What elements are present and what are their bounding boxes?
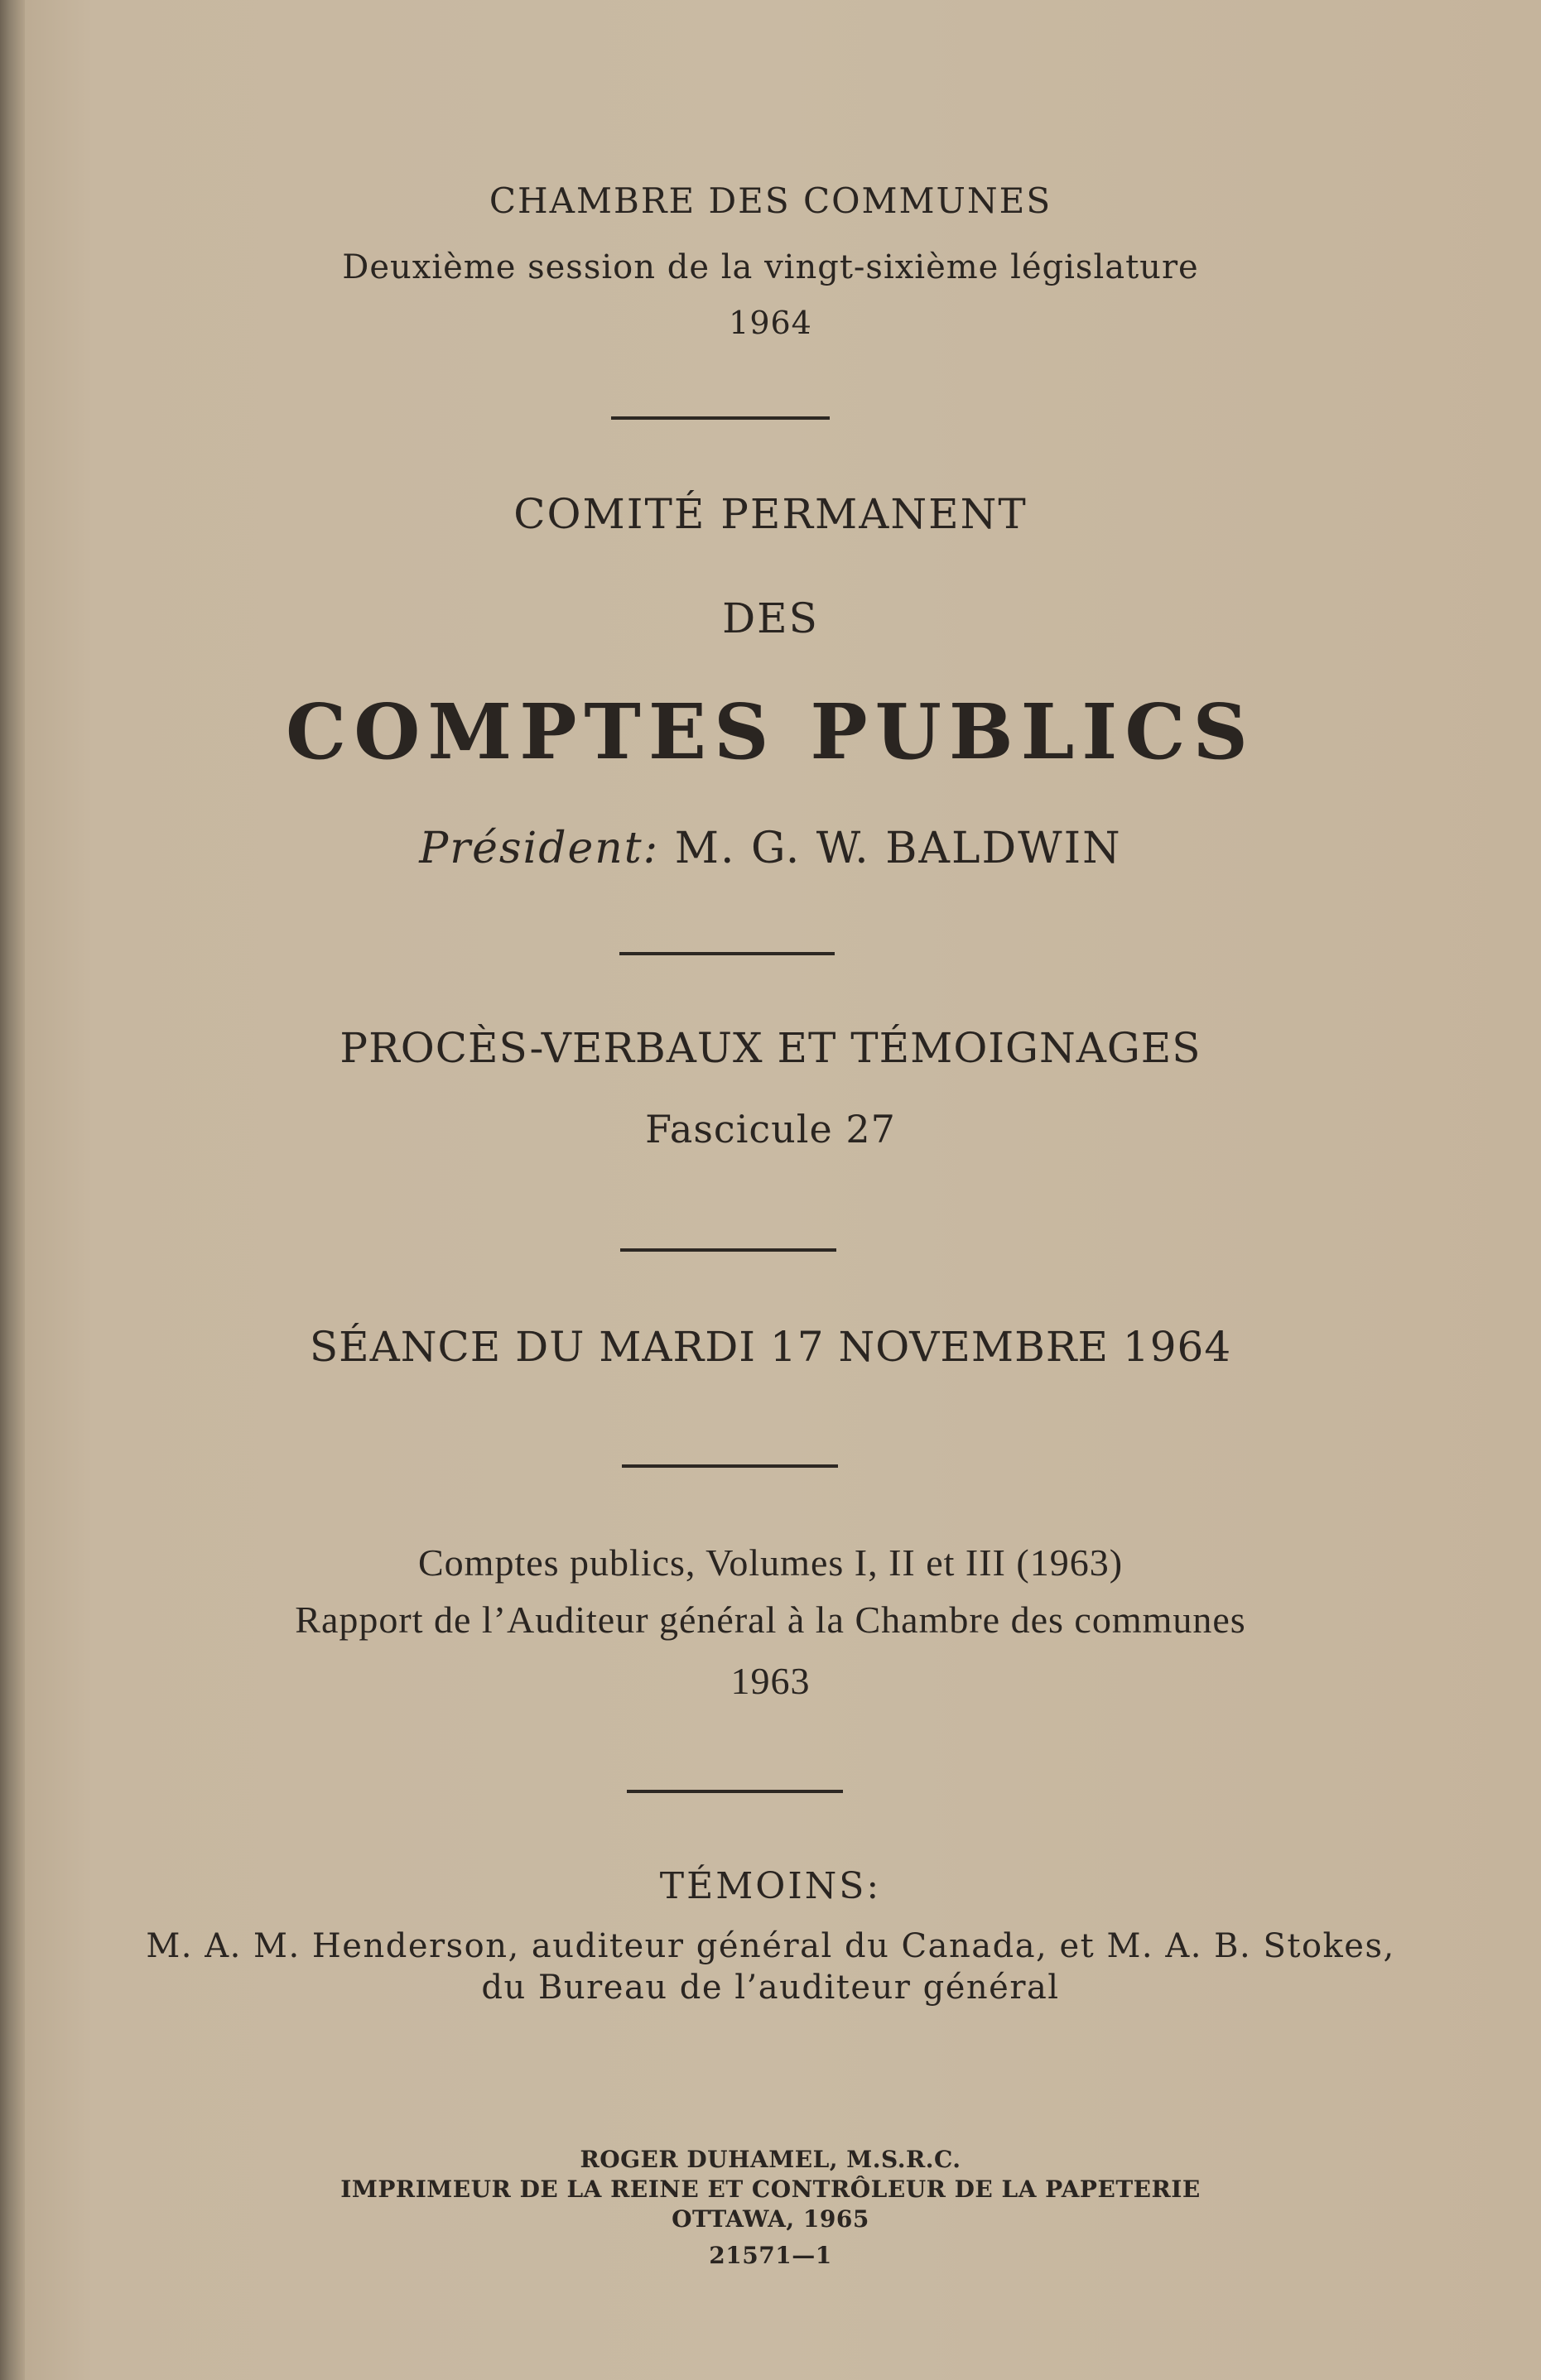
witnesses-heading: TÉMOINS:: [659, 1865, 882, 1907]
committee-line-1: COMITÉ PERMANENT: [513, 490, 1028, 538]
imprint-title: IMPRIMEUR DE LA REINE ET CONTRÔLEUR DE LA PAPETERIE: [340, 2176, 1201, 2203]
issue-number: Fascicule 27: [645, 1107, 896, 1152]
divider-rule-5: [627, 1790, 843, 1793]
page-binding-edge: [0, 0, 25, 2380]
subject-line-3: 1963: [730, 1660, 811, 1702]
president-label: Président:: [419, 824, 660, 873]
divider-rule-4: [622, 1464, 838, 1468]
sitting-date: SÉANCE DU MARDI 17 NOVEMBRE 1964: [309, 1323, 1232, 1371]
house-name: CHAMBRE DES COMMUNES: [489, 180, 1052, 221]
president-line: [0, 824, 1541, 873]
proceedings-title: PROCÈS-VERBAUX ET TÉMOIGNAGES: [340, 1024, 1201, 1072]
committee-line-2: DES: [722, 594, 819, 642]
divider-rule-3: [620, 1248, 836, 1252]
subject-line-1: Comptes publics, Volumes I, II et III (1963): [417, 1541, 1124, 1584]
session-line: Deuxième session de la vingt-sixième législature: [342, 248, 1199, 286]
witnesses-line-2: du Bureau de l’auditeur général: [481, 1969, 1060, 2007]
president-name: M. G. W. BALDWIN: [674, 824, 1122, 873]
witnesses-line-1: M. A. M. Henderson, auditeur général du Canada, et M. A. B. Stokes,: [146, 1927, 1395, 1965]
divider-rule-2: [619, 952, 835, 955]
imprint-place: OTTAWA, 1965: [672, 2205, 869, 2233]
subject-line-2: Rapport de l’Auditeur général à la Chambre des communes: [295, 1599, 1246, 1641]
divider-rule-1: [611, 416, 830, 420]
committee-name: COMPTES PUBLICS: [286, 687, 1255, 777]
session-year: 1964: [729, 305, 812, 341]
imprint-code: 21571—1: [709, 2242, 832, 2269]
imprint-printer: ROGER DUHAMEL, M.S.R.C.: [580, 2146, 961, 2173]
